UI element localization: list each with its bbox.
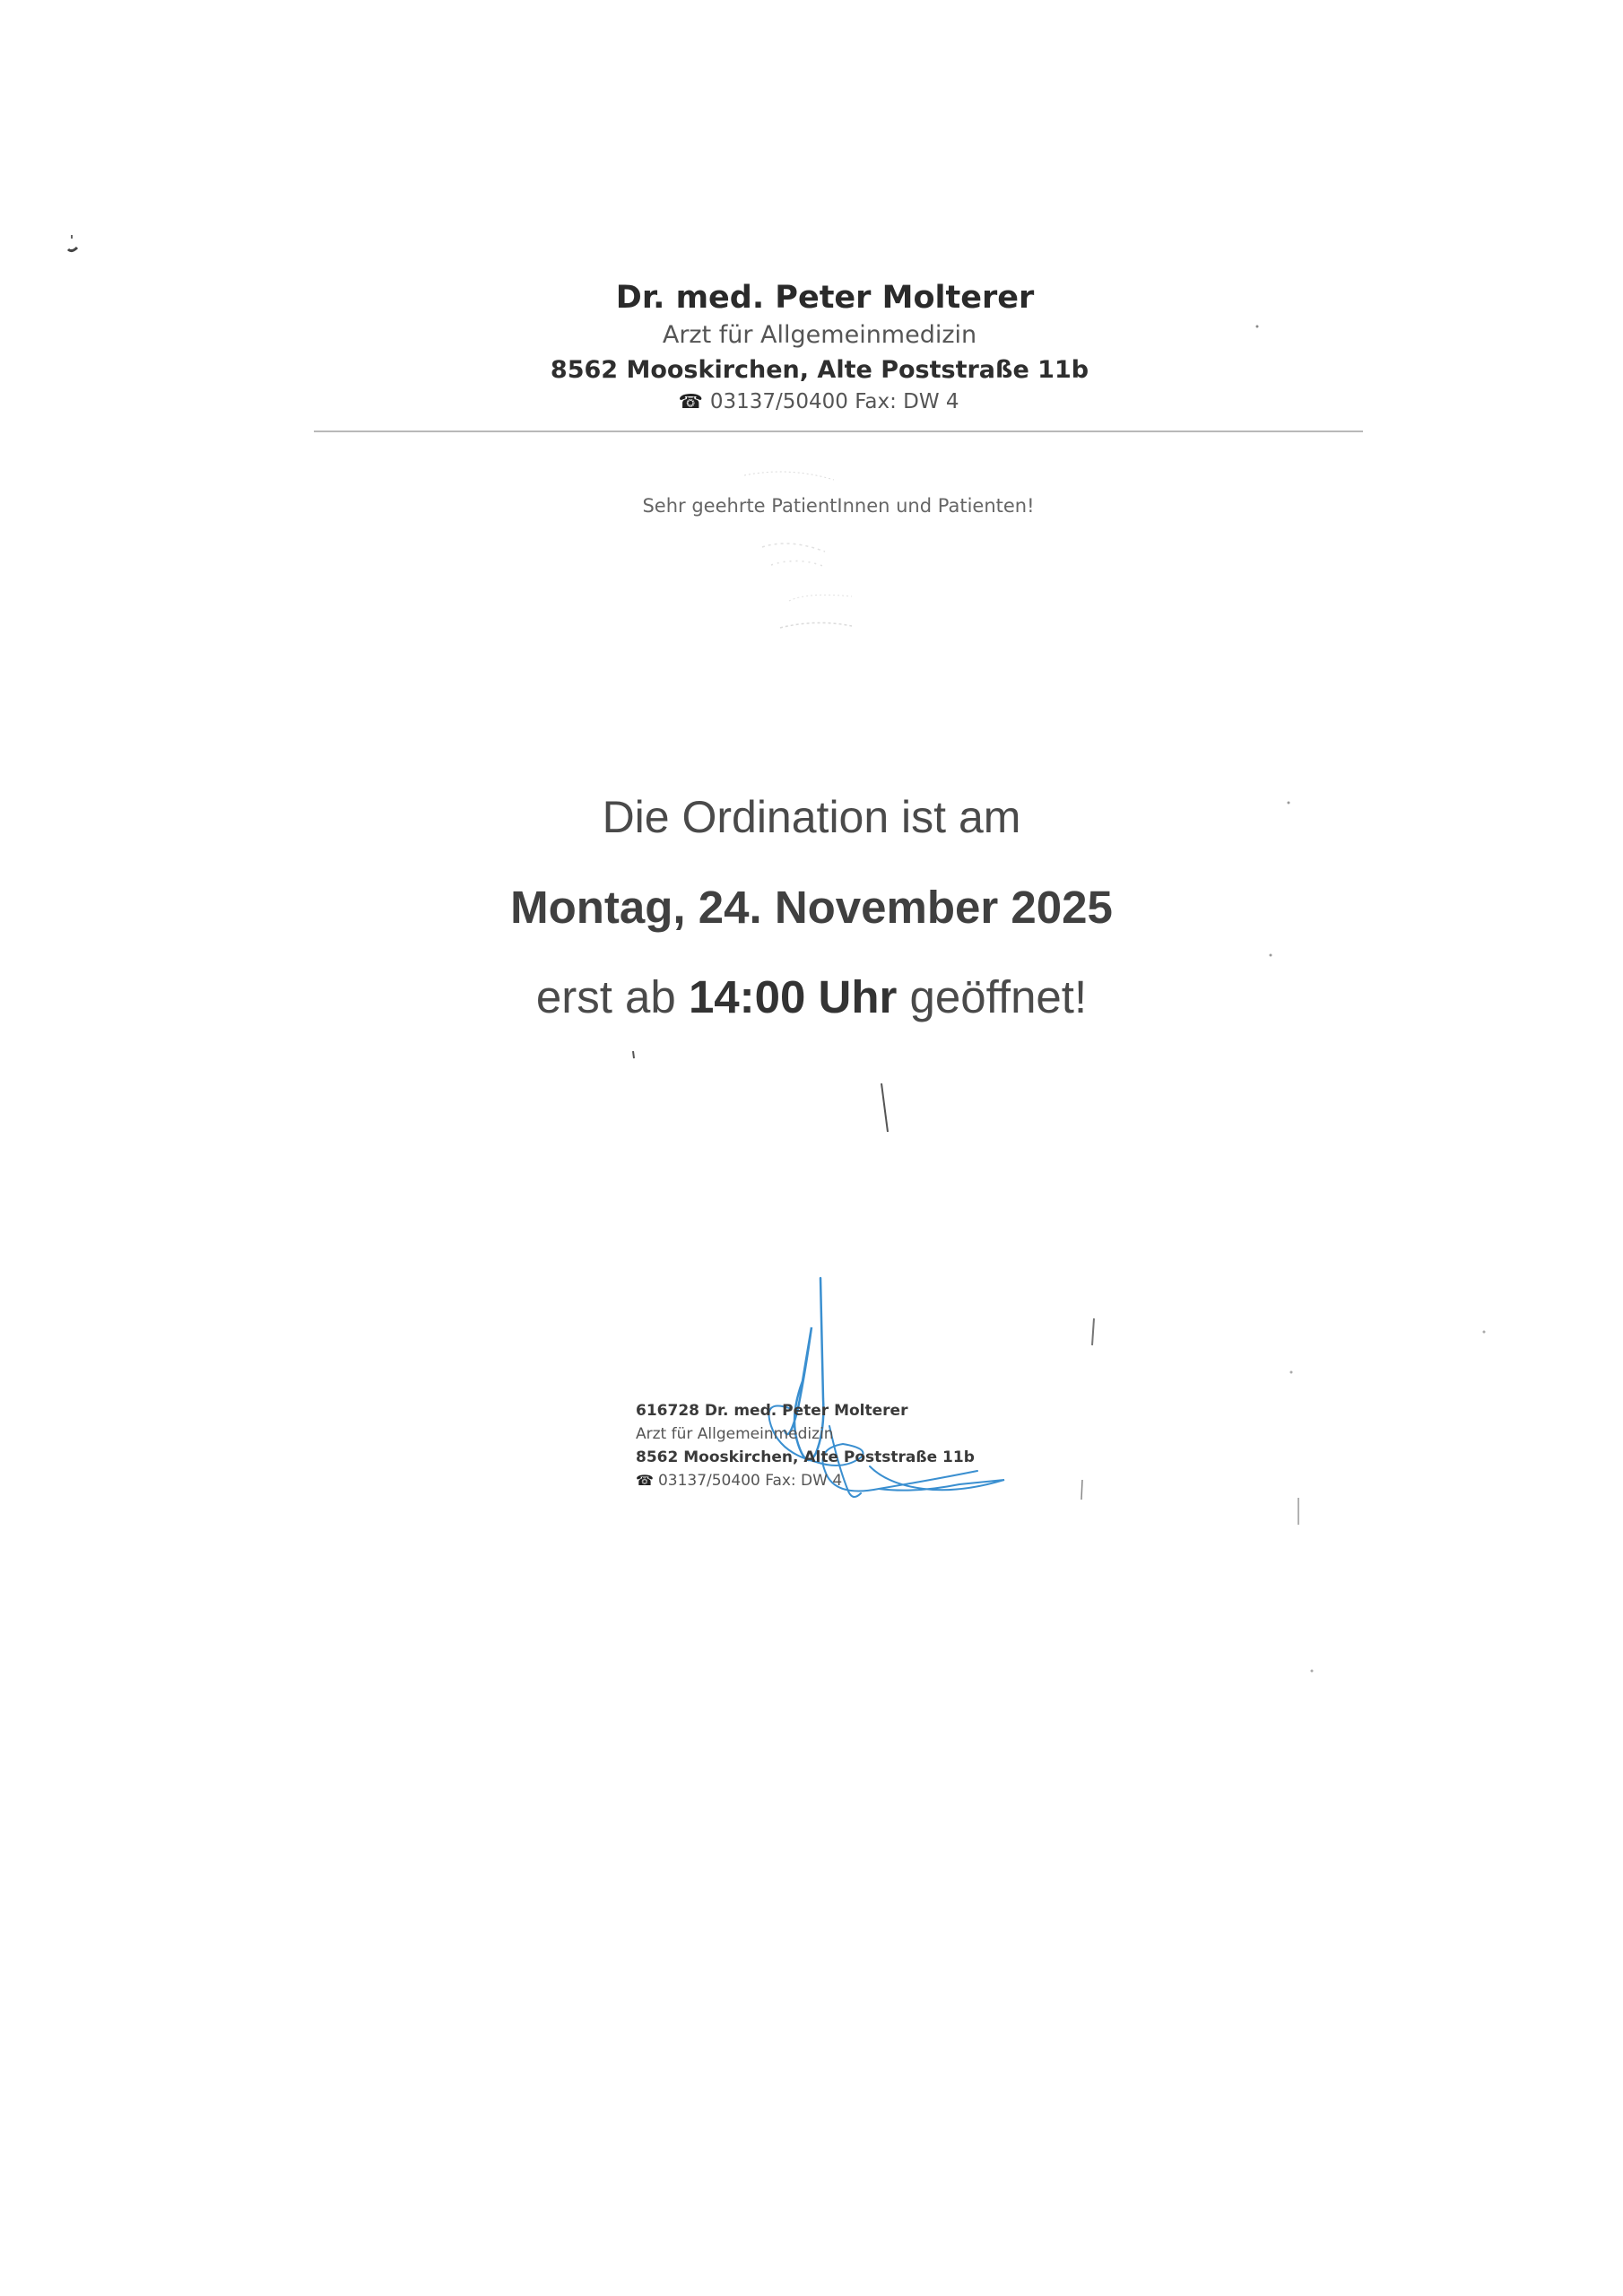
phone-icon: ☎ (678, 391, 703, 413)
salutation: Sehr geehrte PatientInnen und Patienten! (642, 495, 1035, 517)
stamp-phone-icon: ☎ (636, 1472, 654, 1489)
phone-number: 03137/50400 Fax: DW 4 (709, 390, 959, 413)
notice-line-3-suffix: geöffnet! (897, 971, 1088, 1022)
faint-stamp-marks (735, 466, 879, 646)
notice-opening-time: 14:00 Uhr (688, 971, 898, 1022)
notice-date: Montag, 24. November 2025 (510, 882, 1113, 933)
doctor-title: Arzt für Allgemeinmedizin (662, 321, 977, 349)
stamp-line-3: 8562 Mooskirchen, Alte Poststraße 11b (636, 1448, 975, 1466)
practice-phone (14, 387, 1623, 417)
stamp-phone-number: 03137/50400 Fax: DW 4 (657, 1472, 843, 1490)
practice-address: 8562 Mooskirchen, Alte Poststraße 11b (550, 356, 1089, 384)
letterhead (0, 278, 1623, 417)
stamp-line-2: Arzt für Allgemeinmedizin (636, 1425, 834, 1443)
notice-line-3 (0, 970, 1623, 1023)
letterhead-divider (314, 430, 1363, 432)
doctor-name: Dr. med. Peter Molterer (615, 280, 1035, 316)
notice-line-3-prefix: erst ab (535, 971, 689, 1022)
stamp-phone (636, 1469, 975, 1492)
stamp-line-1: 616728 Dr. med. Peter Molterer (636, 1402, 908, 1420)
practice-stamp (636, 1399, 975, 1492)
notice-line-1: Die Ordination ist am (602, 792, 1021, 842)
